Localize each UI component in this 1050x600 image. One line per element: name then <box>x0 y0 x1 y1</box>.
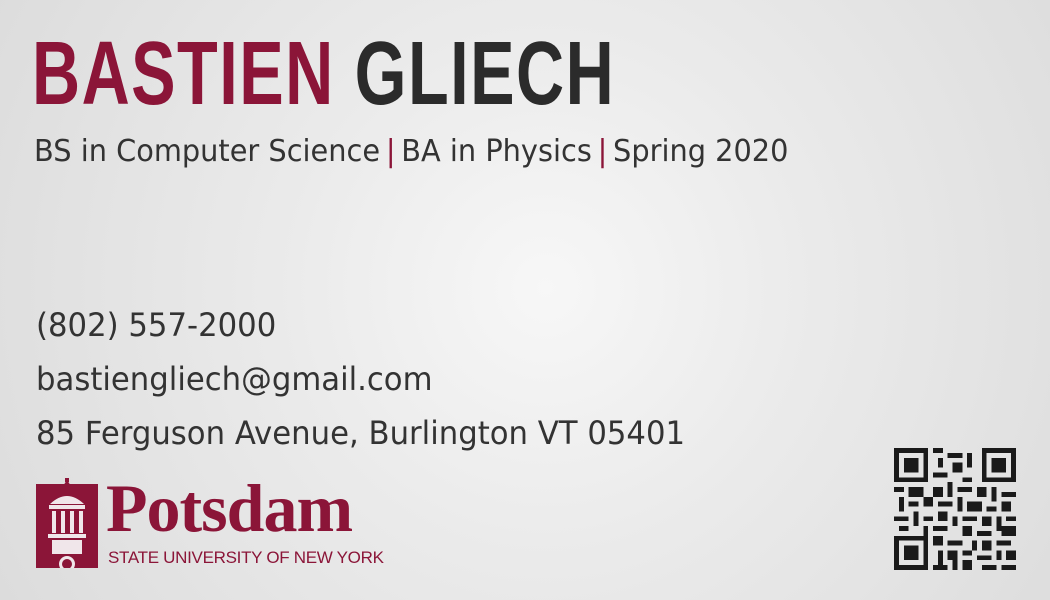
separator: | <box>385 134 396 169</box>
graduation-term: Spring 2020 <box>613 134 789 169</box>
degree-cs: BS in Computer Science <box>34 134 381 169</box>
logo-subtitle: STATE UNIVERSITY OF NEW YORK <box>108 548 384 567</box>
first-name: BASTIEN <box>32 24 335 124</box>
phone-number: (802) 557-2000 <box>36 306 277 344</box>
clock-tower-icon <box>36 478 98 568</box>
last-name: GLIECH <box>354 24 616 124</box>
potsdam-logo <box>36 470 406 572</box>
email-address: bastiengliech@gmail.com <box>36 360 433 398</box>
separator: | <box>597 134 608 169</box>
person-name <box>32 24 615 124</box>
degree-physics: BA in Physics <box>401 134 592 169</box>
degrees-line <box>34 134 788 169</box>
qr-code <box>894 448 1016 570</box>
street-address: 85 Ferguson Avenue, Burlington VT 05401 <box>36 414 686 452</box>
logo-wordmark: Potsdam <box>106 470 353 546</box>
contact-info <box>36 298 712 460</box>
